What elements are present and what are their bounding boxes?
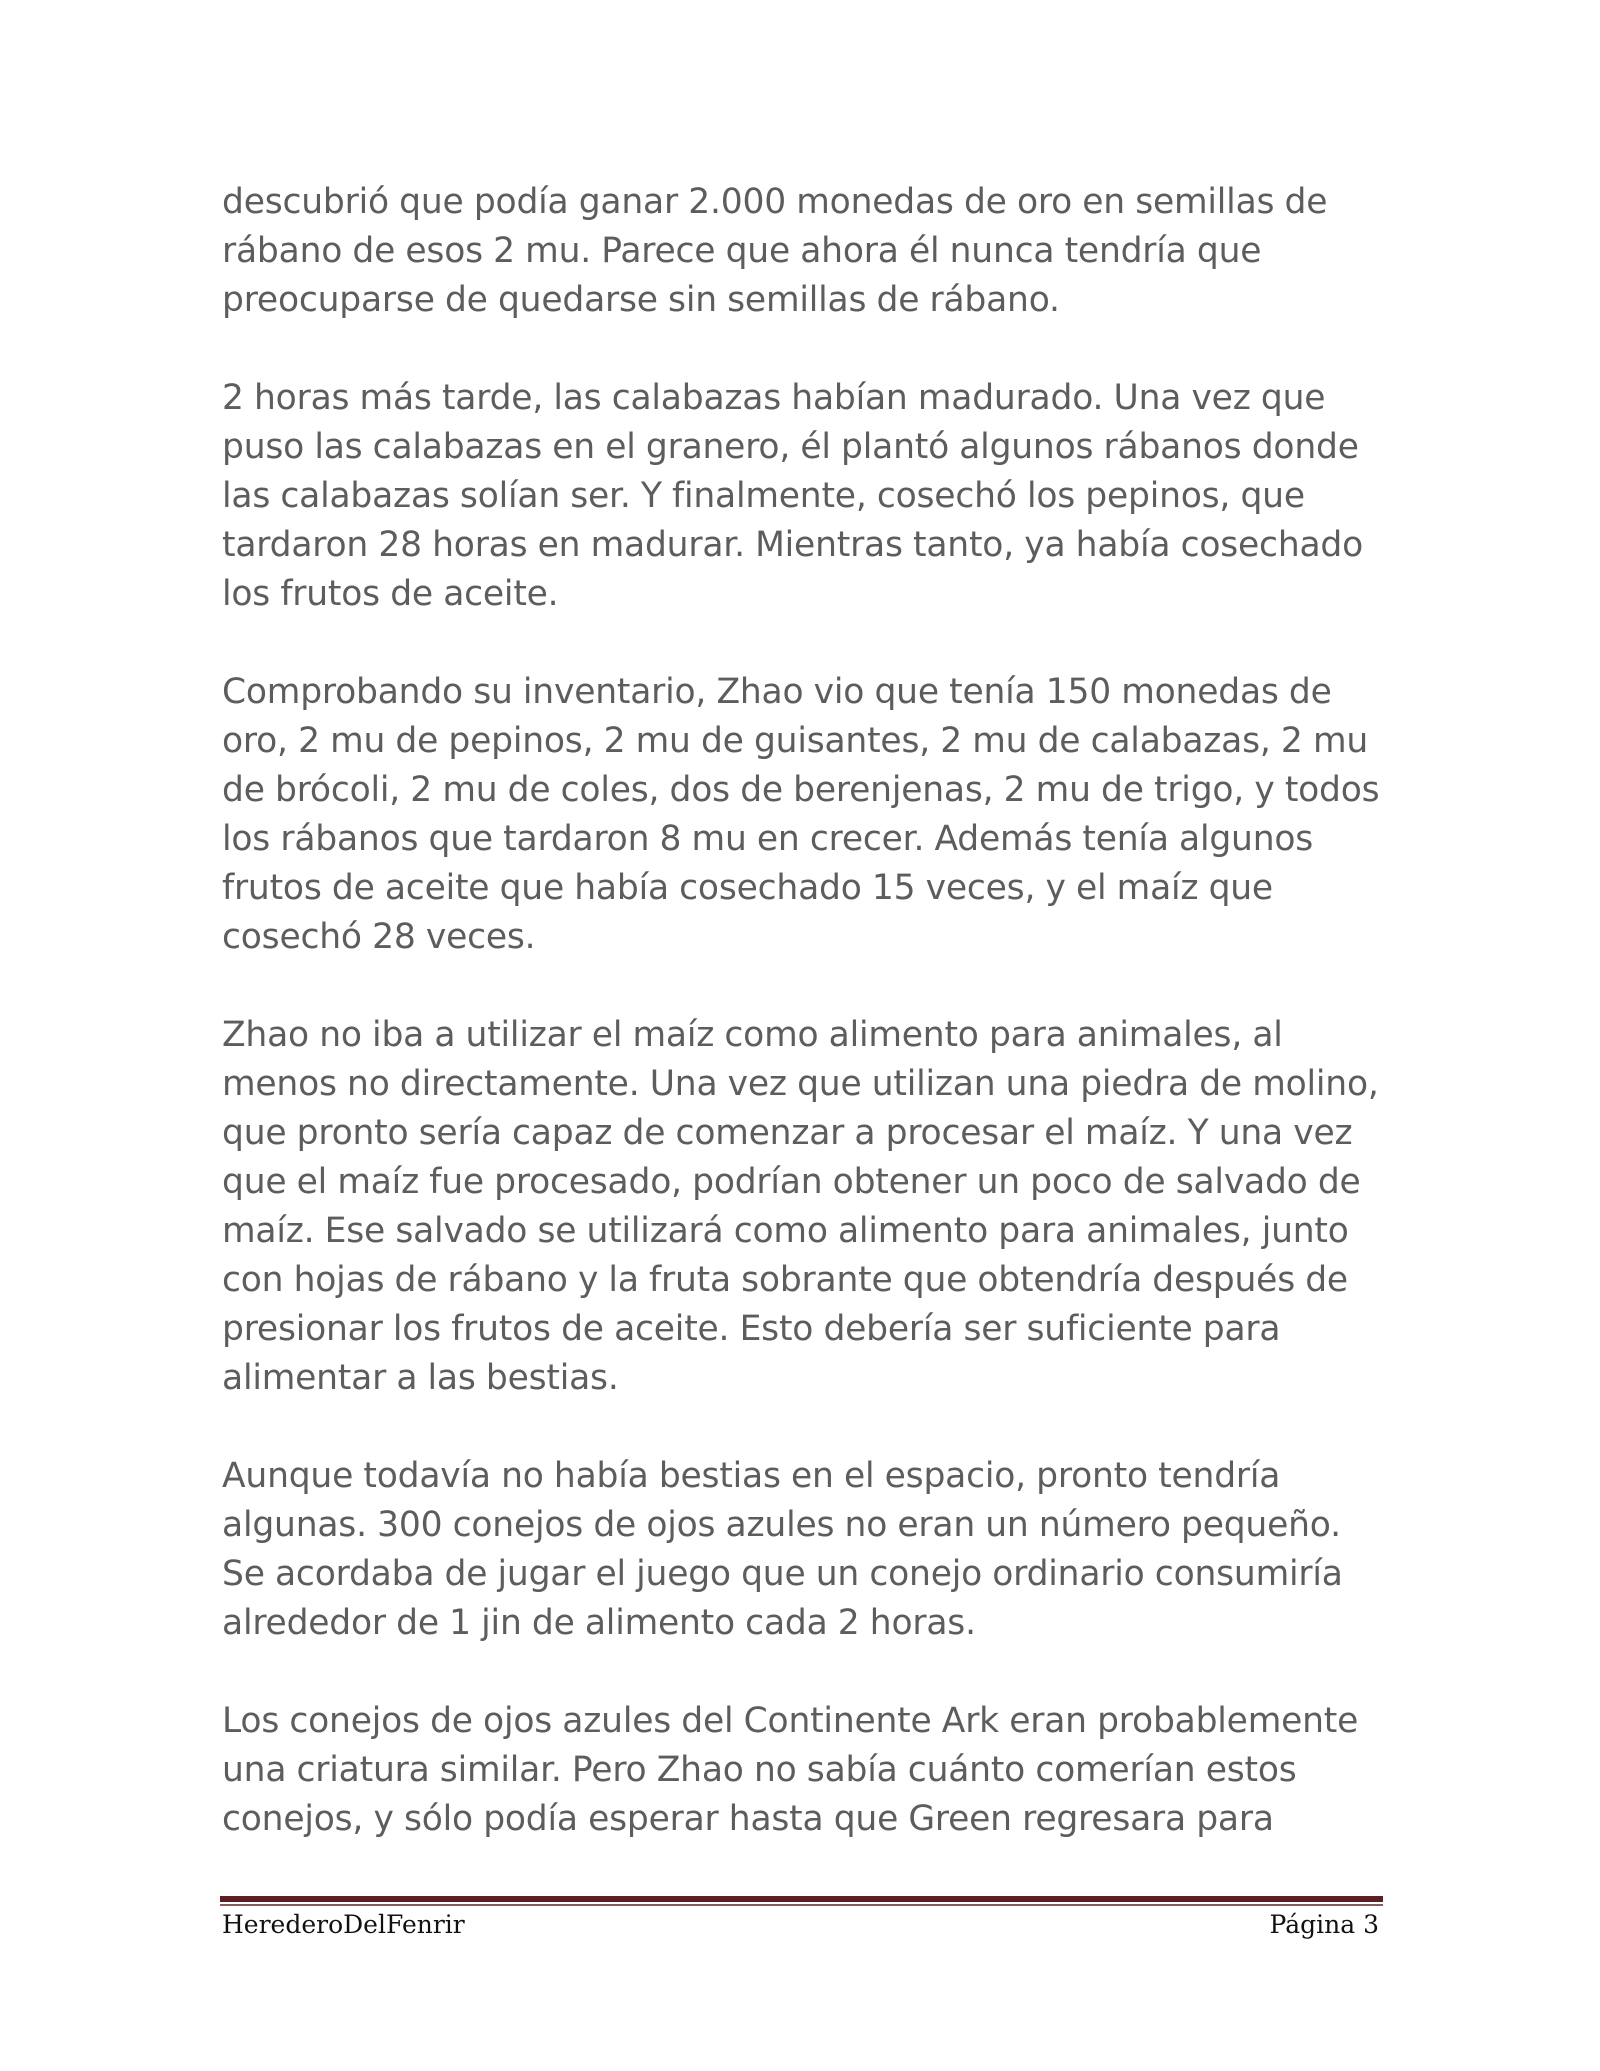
paragraph-3: Comprobando su inventario, Zhao vio que tenía 150 monedas de oro, 2 mu de pepinos, 2 mu de guisantes, 2 mu de calabazas, 2 mu de brócoli, 2 mu de coles, dos de berenjenas, 2 mu de trigo, y todos los rábanos que tardaron 8 mu en crecer. Además tenía algunos frutos de aceite que había cosechado 15 veces, y el maíz que cosechó 28 veces. [222,672,1380,957]
paragraph-6: Los conejos de ojos azules del Continente Ark eran probablemente una criatura similar. Pero Zhao no sabía cuánto comerían estos conejos, y sólo podía esperar hasta que Green regresara para [222,1701,1359,1839]
page-footer [220,1910,1383,1950]
footer-page-number: Página 3 [1269,1910,1379,1939]
paragraph-1: descubrió que podía ganar 2.000 monedas de oro en semillas de rábano de esos 2 mu. Parece que ahora él nunca tendría que preocuparse de quedarse sin semillas de rábano. [222,182,1328,320]
footer-divider-thin [220,1904,1383,1906]
body-text [222,178,1392,1893]
paragraph-4: Zhao no iba a utilizar el maíz como alimento para animales, al menos no directamente. Una vez que utilizan una piedra de molino, que pronto sería capaz de comenzar a procesar el maíz. Y una vez que el maíz fue procesado, podrían obtener un poco de salvado de maíz. Ese salvado se utilizará como alimento para animales, junto con hojas de rábano y la fruta sobrante que obtendría después de presionar los frutos de aceite. Esto debería ser suficiente para alimentar a las bestias. [222,1015,1379,1398]
paragraph-2: 2 horas más tarde, las calabazas habían madurado. Una vez que puso las calabazas en el granero, él plantó algunos rábanos donde las calabazas solían ser. Y finalmente, cosechó los pepinos, que tardaron 28 horas en madurar. Mientras tanto, ya había cosechado los frutos de aceite. [222,378,1364,614]
paragraph-5: Aunque todavía no había bestias en el espacio, pronto tendría algunas. 300 conejos de ojos azules no eran un número pequeño. Se acordaba de jugar el juego que un conejo ordinario consumiría alrededor de 1 jin de alimento cada 2 horas. [222,1456,1343,1643]
footer-divider [220,1896,1383,1902]
footer-author: HerederoDelFenrir [222,1910,465,1939]
